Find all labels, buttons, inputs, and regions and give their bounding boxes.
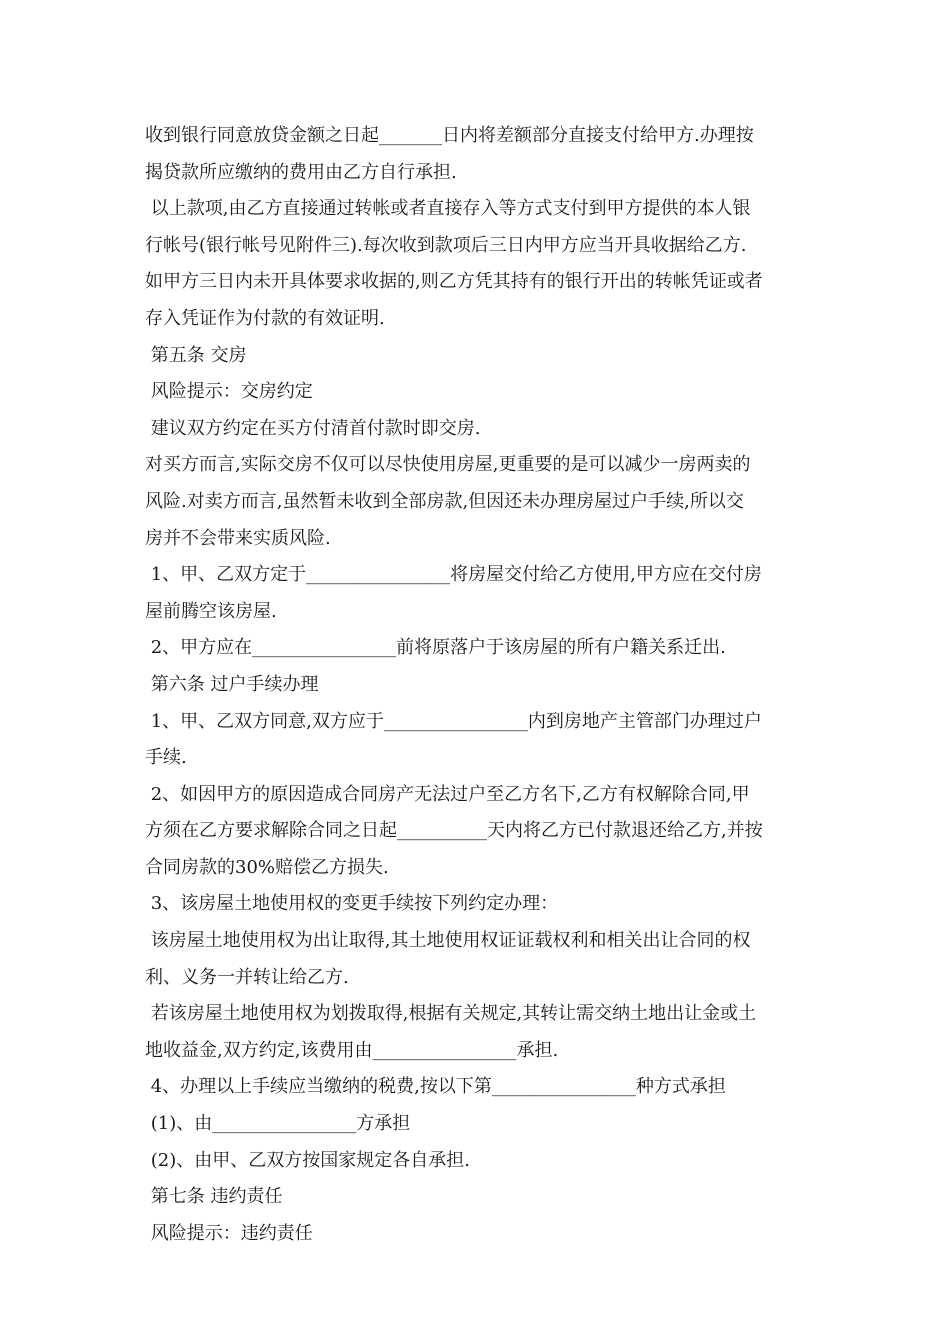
text-line: 风险.对卖方而言,虽然暂未收到全部房款,但因还未办理房屋过户手续,所以交: [145, 490, 744, 512]
text-line: 收到银行同意放贷金额之日起_______日内将差额部分直接支付给甲方.办理按: [145, 125, 754, 146]
clause-item: 2、甲方应在________________前将原落户于该房屋的所有户籍关系迁出.: [145, 637, 726, 659]
section-heading: 第六条 过户手续办理: [145, 673, 319, 695]
section-heading: 第七条 违约责任: [145, 1186, 283, 1208]
risk-note: 风险提示：违约责任: [145, 1222, 313, 1244]
text-line: 以上款项,由乙方直接通过转帐或者直接存入等方式支付到甲方提供的本人银: [145, 198, 751, 220]
text-line: 房并不会带来实质风险.: [145, 527, 331, 549]
clause-item: 1、甲、乙双方同意,双方应于________________内到房地产主管部门办理过户: [145, 710, 762, 732]
text-line: 若该房屋土地使用权为划拨取得,根据有关规定,其转让需交纳土地出让金或土: [145, 1003, 757, 1025]
risk-note: 风险提示：交房约定: [145, 381, 313, 403]
document-body: [145, 118, 815, 1252]
text-line: 地收益金,双方约定,该费用由________________承担.: [145, 1039, 559, 1061]
text-line: 利、义务一并转让给乙方.: [145, 966, 349, 988]
text-line: 手续.: [145, 747, 187, 769]
clause-item: 1、甲、乙双方定于________________将房屋交付给乙方使用,甲方应在交付房: [145, 564, 762, 586]
text-line: 建议双方约定在买方付清首付款时即交房.: [145, 417, 481, 439]
sub-item: (2)、由甲、乙双方按国家规定各自承担.: [145, 1149, 470, 1171]
clause-item: 2、如因甲方的原因造成合同房产无法过户至乙方名下,乙方有权解除合同,甲: [145, 783, 750, 805]
clause-item: 3、该房屋土地使用权的变更手续按下列约定办理：: [145, 893, 559, 915]
text-line: 存入凭证作为付款的有效证明.: [145, 307, 385, 329]
text-line: 行帐号(银行帐号见附件三).每次收到款项后三日内甲方应当开具收据给乙方.: [145, 234, 747, 256]
clause-item: 4、办理以上手续应当缴纳的税费,按以下第________________种方式承担: [145, 1076, 726, 1098]
text-line: 方须在乙方要求解除合同之日起__________天内将乙方已付款退还给乙方,并按: [145, 820, 763, 842]
text-line: 如甲方三日内未开具体要求收据的,则乙方凭其持有的银行开出的转帐凭证或者: [145, 271, 763, 293]
text-line: 揭贷款所应缴纳的费用由乙方自行承担.: [145, 161, 457, 183]
text-line: 对买方而言,实际交房不仅可以尽快使用房屋,更重要的是可以减少一房两卖的: [145, 454, 751, 476]
text-line: 该房屋土地使用权为出让取得,其土地使用权证证载权利和相关出让合同的权: [145, 930, 751, 952]
sub-item: (1)、由________________方承担: [145, 1113, 411, 1135]
text-line: 合同房款的30%赔偿乙方损失.: [145, 856, 389, 878]
text-line: 屋前腾空该房屋.: [145, 600, 277, 622]
section-heading: 第五条 交房: [145, 344, 247, 366]
